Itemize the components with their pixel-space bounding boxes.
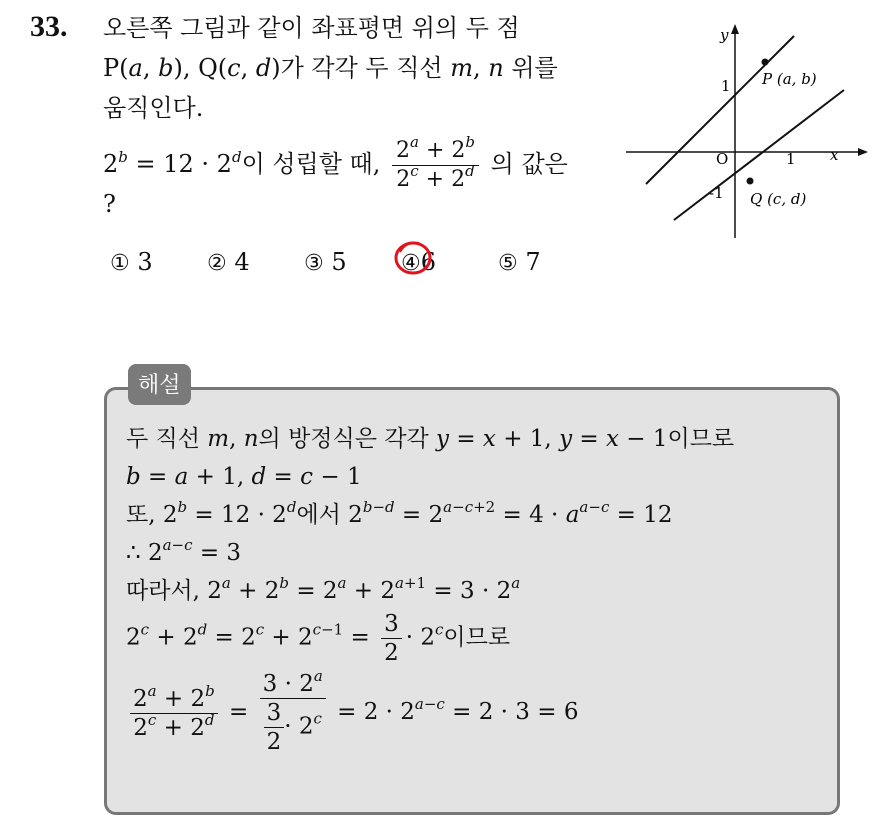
choice-4[interactable]: ④6 xyxy=(401,248,498,276)
solution-line-2: b = a + 1, d = c − 1 xyxy=(126,464,362,490)
stem-line-1: 오른쪽 그림과 같이 좌표평면 위의 두 점 xyxy=(103,14,520,42)
solution-line-1: 두 직선 m, n의 방정식은 각각 y = x + 1, y = x − 1이므로 xyxy=(126,426,735,452)
point-q-label: Q (c, d) xyxy=(750,190,807,208)
choice-1[interactable]: ① 3 xyxy=(110,248,153,276)
origin-label: O xyxy=(716,150,729,168)
target-fraction: $\frac{2^a + 2^b}{2^c + 2^d}$ xyxy=(392,137,479,194)
stem-tail: 의 값은 xyxy=(490,150,568,178)
choice-3[interactable]: ③ 5 xyxy=(304,248,347,276)
point-p-label: P (a, b) xyxy=(762,70,817,88)
problem-number: 33. xyxy=(30,10,68,43)
coordinate-graph xyxy=(624,18,880,246)
stem-line-2: P(a, b), Q(c, d)가 각각 두 직선 m, n 위를 xyxy=(103,54,558,82)
y-axis-arrow-icon xyxy=(731,24,739,34)
point-q xyxy=(747,178,754,185)
solution-tab: 해설 xyxy=(128,364,191,405)
solution-body xyxy=(126,420,734,780)
stem-condition: $2^b = 12 \cdot 2^d$이 성립할 때, $\frac{2^a + 2^b}{2^c + 2^d}$ 의 값은 xyxy=(103,133,568,192)
x-axis-arrow-icon xyxy=(858,148,868,156)
answer-circle-icon xyxy=(392,238,434,278)
choice-5[interactable]: ⑤ 7 xyxy=(498,248,541,276)
solution-line-4: ∴ $2^{a-c} = 3$ xyxy=(126,536,242,566)
x-label: x xyxy=(830,146,839,164)
y-label: y xyxy=(720,26,729,44)
tick-x: 1 xyxy=(786,150,796,168)
choice-2[interactable]: ② 4 xyxy=(207,248,250,276)
tick-y-pos: 1 xyxy=(721,77,731,95)
solution-line-7: $\frac{2^a + 2^b}{2^c + 2^d}$ = $3 \cdot 2^a$ $\frac{3}{2}$ · $2^c$ = $2 \cdot 2^{a-c} = 2 \cdot 3 = 6$ xyxy=(126,670,734,780)
problem-stem xyxy=(103,8,613,224)
stem-line-3: 움직인다. xyxy=(103,94,204,122)
solution-line-5: 따라서, $2^a + 2^b = 2^a + 2^{a+1} = 3 \cdot 2^a$ xyxy=(126,574,521,604)
answer-choices xyxy=(110,248,595,276)
tick-y-neg: -1 xyxy=(709,184,724,202)
solution-line-6: $2^c + 2^d = 2^c + 2^{c-1}$ = $\frac{3}{2}$ · $2^c$이므로 xyxy=(126,611,511,666)
point-p xyxy=(762,59,769,66)
solution-line-3: 또, $2^b = 12 \cdot 2^d$에서 $2^{b-d} = 2^{a-c+2} = 4 \cdot a^{a-c} = 12$ xyxy=(126,498,673,528)
stem-qmark: ? xyxy=(103,190,116,218)
